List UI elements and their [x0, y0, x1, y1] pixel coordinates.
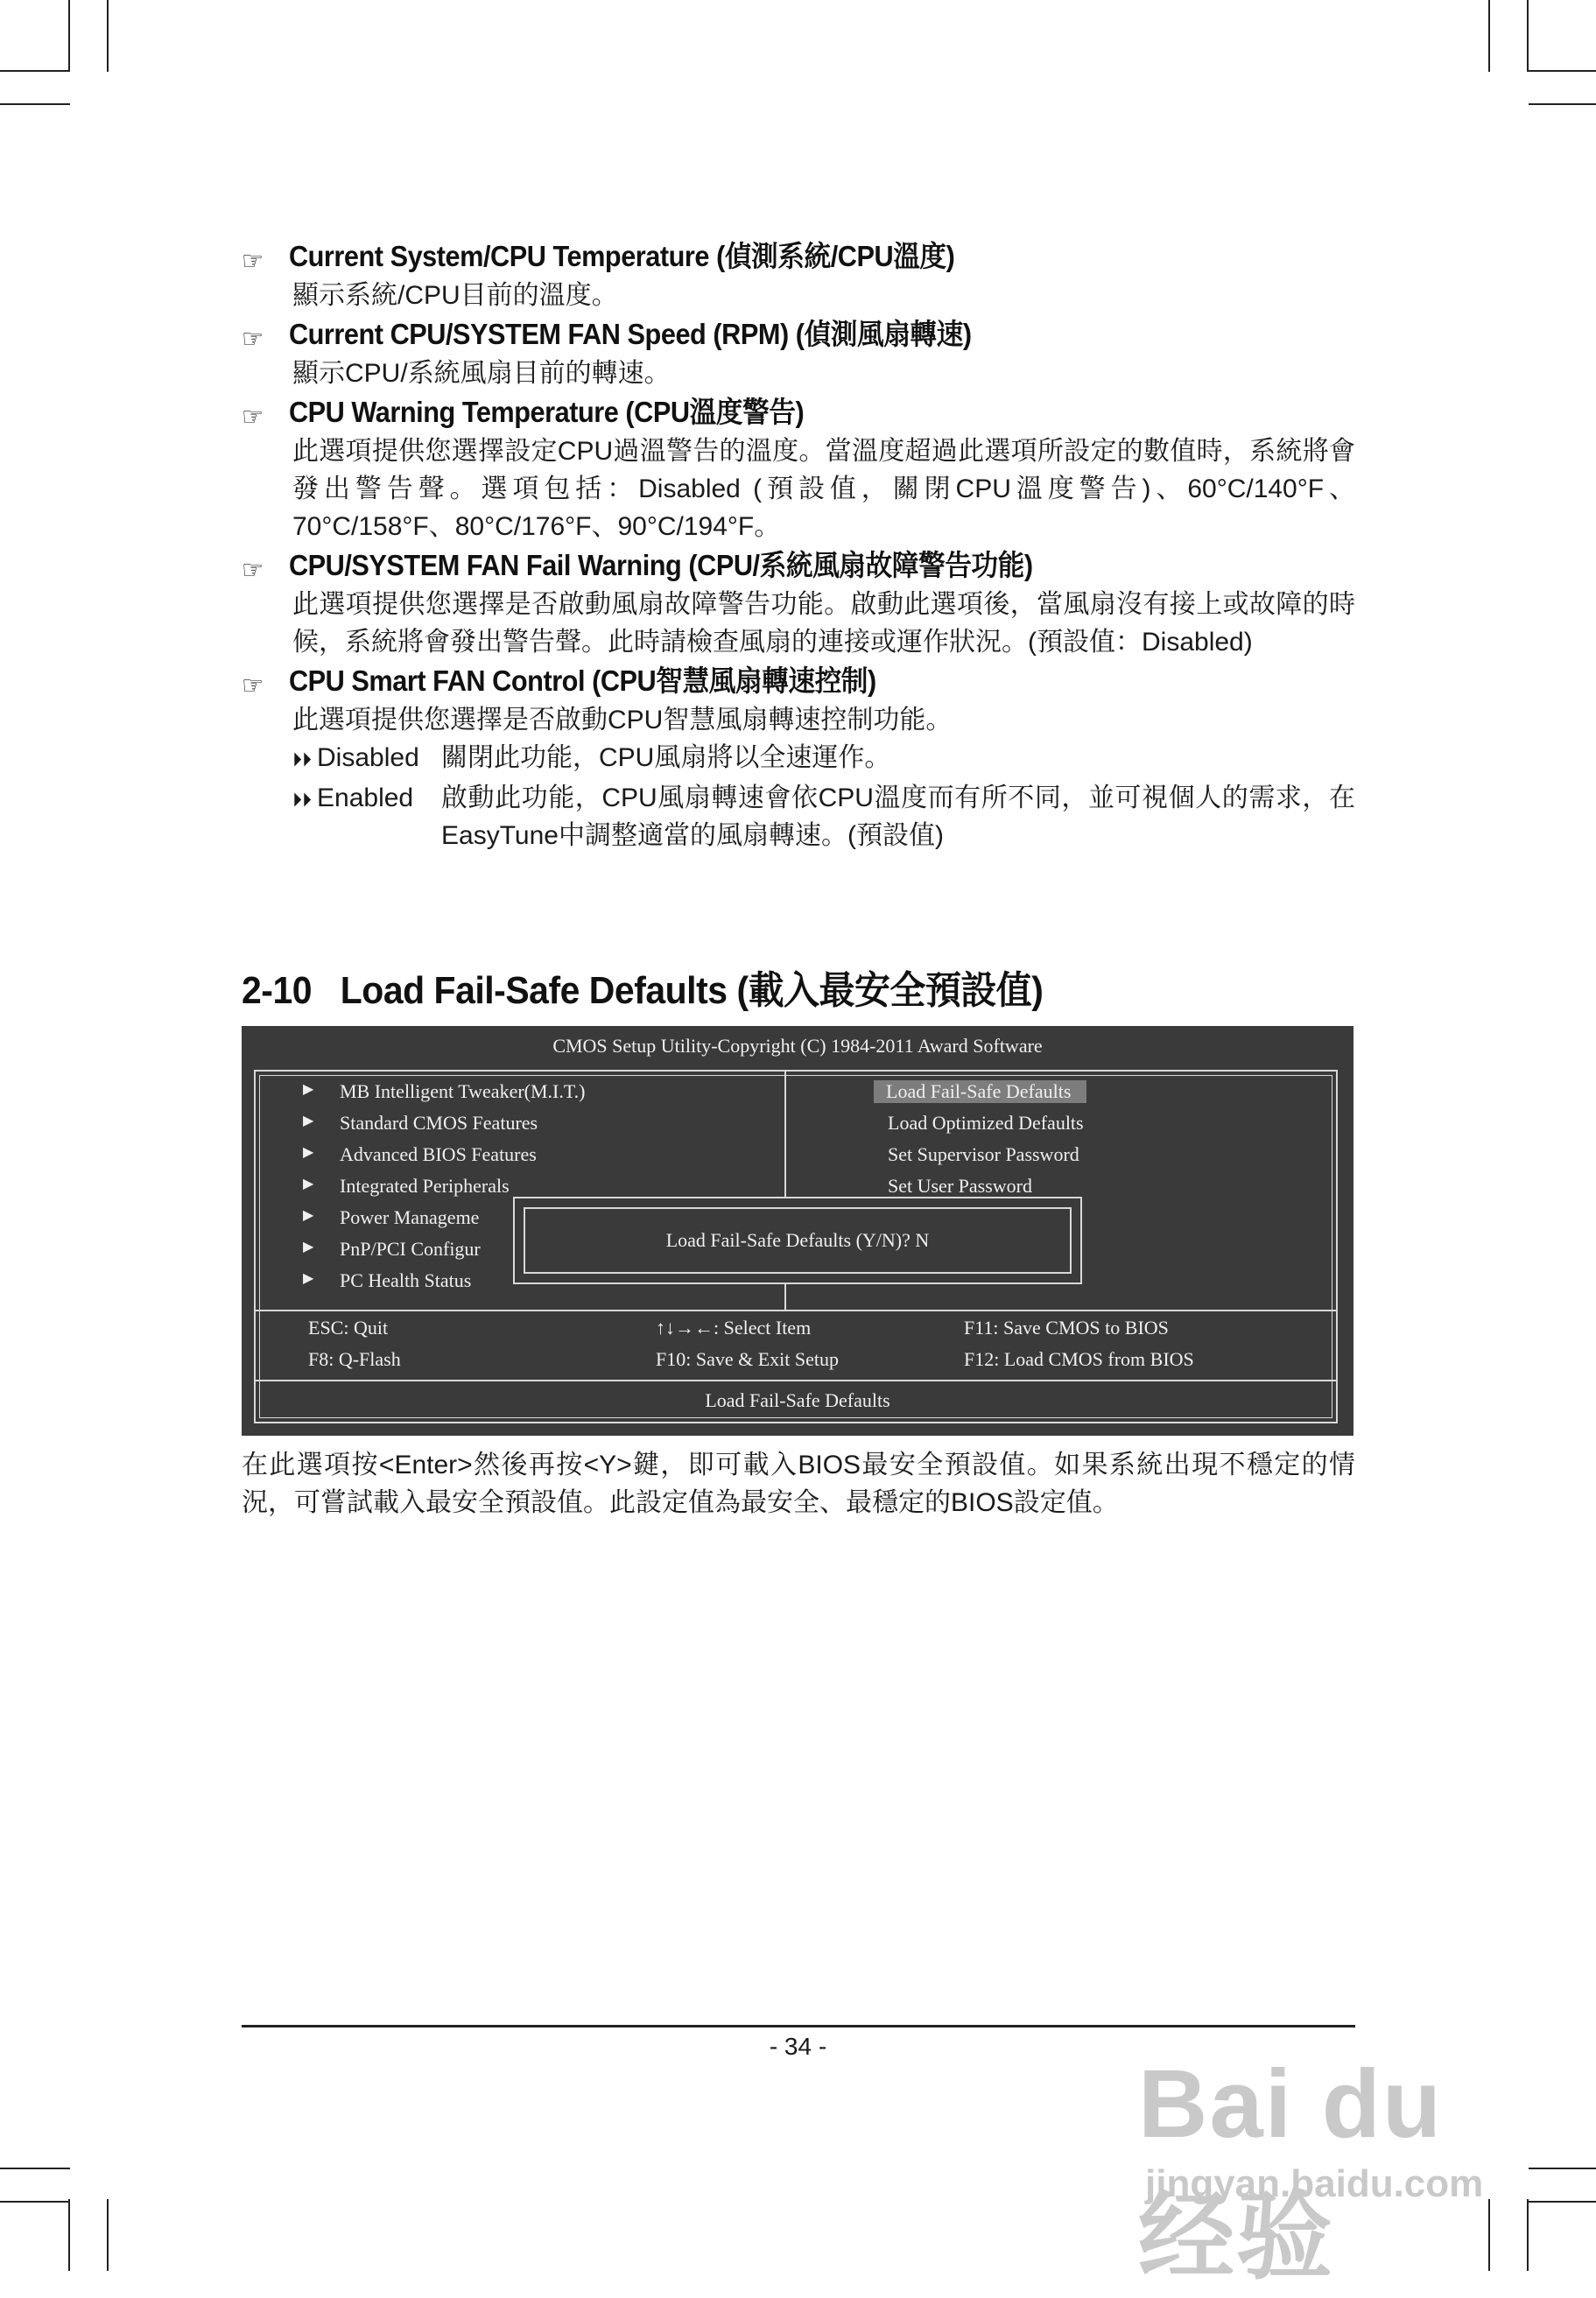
menu-divider — [254, 1380, 1338, 1381]
confirm-dialog-inner — [524, 1207, 1072, 1274]
menu-label: PnP/PCI Configur — [340, 1238, 481, 1260]
menu-arrow-icon: ▶ — [303, 1269, 314, 1286]
option-label: Enabled — [317, 784, 414, 812]
crop-mark — [1529, 2168, 1596, 2169]
menu-label: Advanced BIOS Features — [340, 1143, 537, 1165]
item-heading — [242, 661, 1277, 701]
bios-screenshot — [242, 1026, 1353, 1436]
item-heading — [242, 392, 1277, 432]
baidu-watermark — [1138, 2040, 1523, 2291]
crop-mark — [1488, 0, 1490, 72]
double-arrow-icon: ⏵⏵ — [292, 749, 313, 771]
bios-item-descriptions — [242, 236, 1355, 854]
key-hint-esc: ESC: Quit — [308, 1317, 389, 1339]
footer-rule — [242, 2025, 1355, 2027]
menu-arrow-icon: ▶ — [303, 1238, 314, 1254]
option-row — [242, 779, 1355, 854]
double-arrow-icon: ⏵⏵ — [292, 790, 313, 812]
crop-mark — [68, 2199, 70, 2271]
bios-menu-set-user-password[interactable]: Set User Password — [888, 1175, 1032, 1197]
pointing-hand-icon: ☞ — [242, 246, 264, 277]
bios-title: CMOS Setup Utility-Copyright (C) 1984-2011 Award Software — [552, 1035, 1043, 1057]
item-title: Current CPU/SYSTEM FAN Speed (RPM) (偵測風扇轉速) — [288, 318, 972, 350]
menu-label: Power Manageme — [340, 1206, 480, 1228]
menu-arrow-icon: ▶ — [303, 1175, 314, 1191]
crop-mark — [107, 0, 109, 72]
pointing-hand-icon: ☞ — [242, 671, 264, 701]
option-name — [292, 739, 441, 779]
option-label: Disabled — [317, 743, 419, 772]
menu-label: PC Health Status — [340, 1269, 472, 1291]
watermark-url: jingyan.baidu.com — [1145, 2162, 1484, 2205]
item-title: Current System/CPU Temperature (偵測系統/CPU溫度) — [288, 240, 955, 272]
pointing-hand-icon: ☞ — [242, 555, 264, 586]
crop-mark — [0, 103, 70, 105]
menu-label: Standard CMOS Features — [340, 1112, 538, 1134]
section-description: 在此選項按<Enter>然後再按<Y>鍵，即可載入BIOS最安全預設值。如果系統出現不穩定的情況，可嘗試載入最安全預設值。此設定值為最安全、最穩定的BIOS設定值。 — [242, 1451, 1355, 1517]
crop-mark — [68, 0, 70, 72]
item-heading — [242, 236, 1277, 277]
option-name — [292, 779, 441, 854]
option-row — [242, 739, 1355, 779]
bios-menu-load-optimized[interactable]: Load Optimized Defaults — [888, 1112, 1084, 1134]
key-hint-select: ↑↓→←: Select Item — [656, 1317, 812, 1339]
menu-arrow-icon: ▶ — [303, 1206, 314, 1223]
item-description: 顯示CPU/系統風扇目前的轉速。 — [292, 359, 671, 388]
bios-menu-load-fail-safe[interactable]: Load Fail-Safe Defaults — [874, 1080, 1086, 1103]
option-description: 啟動此功能，CPU風扇轉速會依CPU溫度而有所不同，並可視個人的需求，在EasyTune中調整適當的風扇轉速。(預設值) — [441, 784, 1355, 850]
item-title: CPU/SYSTEM FAN Fail Warning (CPU/系統風扇故障警告功能) — [288, 549, 1033, 581]
item-title: CPU Warning Temperature (CPU溫度警告) — [288, 396, 805, 428]
item-description: 顯示系統/CPU目前的溫度。 — [292, 281, 618, 310]
bios-menu-set-supervisor-password[interactable]: Set Supervisor Password — [888, 1143, 1079, 1165]
pointing-hand-icon: ☞ — [242, 324, 264, 355]
menu-arrow-icon: ▶ — [303, 1112, 314, 1128]
item-description: 此選項提供您選擇是否啟動風扇故障警告功能。啟動此選項後，當風扇沒有接上或故障的時候，系統將會發出警告聲。此時請檢查風扇的連接或運作狀況。(預設值：Disabled) — [292, 590, 1355, 657]
crop-mark — [1529, 70, 1596, 72]
item-heading — [242, 545, 1277, 586]
crop-mark — [1527, 0, 1529, 72]
key-hint-f10: F10: Save & Exit Setup — [656, 1348, 839, 1370]
item-heading — [242, 314, 1277, 355]
menu-label: MB Intelligent Tweaker(M.I.T.) — [340, 1080, 586, 1102]
key-hint-f12: F12: Load CMOS from BIOS — [964, 1348, 1194, 1370]
item-title: CPU Smart FAN Control (CPU智慧風扇轉速控制) — [288, 664, 876, 697]
key-hint-f11: F11: Save CMOS to BIOS — [964, 1317, 1169, 1339]
item-description: 此選項提供您選擇設定CPU過溫警告的溫度。當溫度超過此選項所設定的數值時，系統將會發出警告聲。選項包括：Disabled (預設值，關閉CPU溫度警告)、60°C/140°F、70°C/158°F、80°C/176°F、90°C/194°F。 — [292, 437, 1355, 541]
section-title: 2-10 Load Fail-Safe Defaults (載入最安全預設值) — [242, 969, 1044, 1012]
watermark-text: Bai du 经验 — [1138, 2050, 1444, 2291]
bios-status-bar: Load Fail-Safe Defaults — [705, 1389, 890, 1411]
confirm-dialog-text: Load Fail-Safe Defaults (Y/N)? N — [665, 1229, 930, 1251]
crop-mark — [1529, 103, 1596, 105]
crop-mark — [107, 2199, 109, 2271]
pointing-hand-icon: ☞ — [242, 402, 264, 432]
menu-divider — [254, 1310, 1338, 1311]
crop-mark — [1529, 2201, 1596, 2203]
crop-mark — [0, 2168, 70, 2169]
crop-mark — [0, 70, 70, 72]
crop-mark — [1527, 2199, 1529, 2271]
menu-label: Integrated Peripherals — [340, 1175, 510, 1197]
option-description: 關閉此功能，CPU風扇將以全速運作。 — [441, 743, 891, 772]
confirm-dialog[interactable] — [513, 1197, 1082, 1284]
crop-mark — [0, 2201, 70, 2203]
menu-arrow-icon: ▶ — [303, 1143, 314, 1160]
item-description: 此選項提供您選擇是否啟動CPU智慧風扇轉速控制功能。 — [292, 706, 953, 734]
menu-arrow-icon: ▶ — [303, 1080, 314, 1097]
key-hint-f8: F8: Q-Flash — [308, 1348, 401, 1370]
page-number: - 34 - — [769, 2033, 827, 2060]
